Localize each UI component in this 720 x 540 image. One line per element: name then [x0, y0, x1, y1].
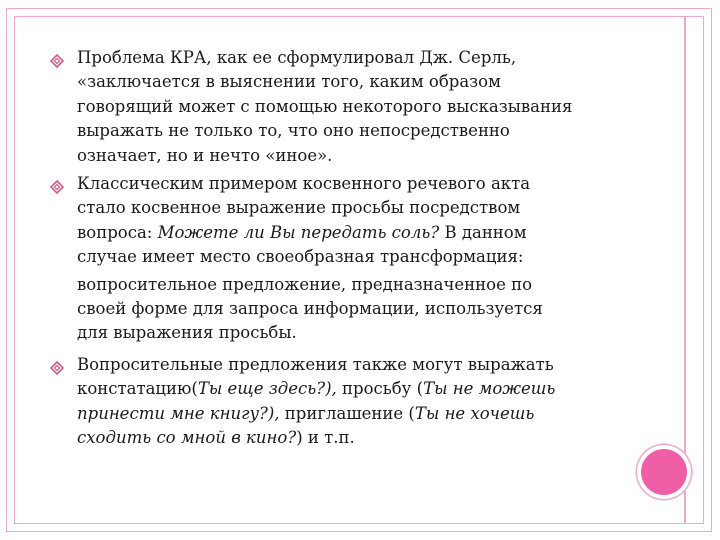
text-line: «заключается в выяснении того, каким образом [77, 72, 501, 92]
text-line [77, 221, 617, 245]
text-line: означает, но и нечто «иное». [77, 145, 333, 165]
text-line: говорящий может с помощью некоторого высказывания [77, 96, 573, 116]
italic-example: сходить со мной в кино? [77, 428, 297, 448]
text-fragment: В данном [439, 222, 527, 242]
text-line [77, 377, 617, 401]
text-fragment: констатацию( [77, 379, 198, 399]
diamond-bullet-icon [50, 361, 64, 375]
text-fragment: ) и т.п. [296, 428, 355, 448]
diamond-bullet-icon [50, 54, 64, 68]
text-line: Классическим примером косвенного речевого акта [77, 174, 531, 193]
italic-example: Ты не можешь [423, 379, 556, 399]
paragraph-1 [77, 46, 617, 168]
text-line [77, 402, 617, 426]
text-line: случае имеет место своеобразная трансформация: [77, 247, 524, 267]
diamond-bullet-icon [50, 180, 64, 194]
italic-example: Ты не хочешь [414, 403, 535, 423]
paragraph-3 [77, 353, 617, 451]
text-line: выражать не только то, что оно непосредственно [77, 121, 510, 141]
text-line: вопросительное предложение, предназначенное по [77, 274, 533, 294]
text-fragment: просьбу ( [336, 379, 424, 399]
text-line: для выражения просьбы. [77, 323, 297, 343]
text-fragment: вопроса: [77, 222, 158, 242]
text-line: стало косвенное выражение просьбы посредством [77, 198, 521, 218]
text-line [77, 426, 617, 450]
text-line: Вопросительные предложения также могут выражать [77, 355, 554, 374]
italic-example: Ты еще здесь?), [197, 379, 337, 399]
text-line: своей форме для запроса информации, используется [77, 299, 543, 319]
text-fragment: приглашение ( [279, 403, 415, 423]
italic-example: принести мне книгу?), [77, 403, 280, 423]
paragraph-2 [77, 172, 617, 346]
text-line: Проблема КРА, как ее сформулировал Дж. Серль, [77, 48, 517, 67]
italic-example: Можете ли Вы передать соль? [157, 222, 440, 242]
